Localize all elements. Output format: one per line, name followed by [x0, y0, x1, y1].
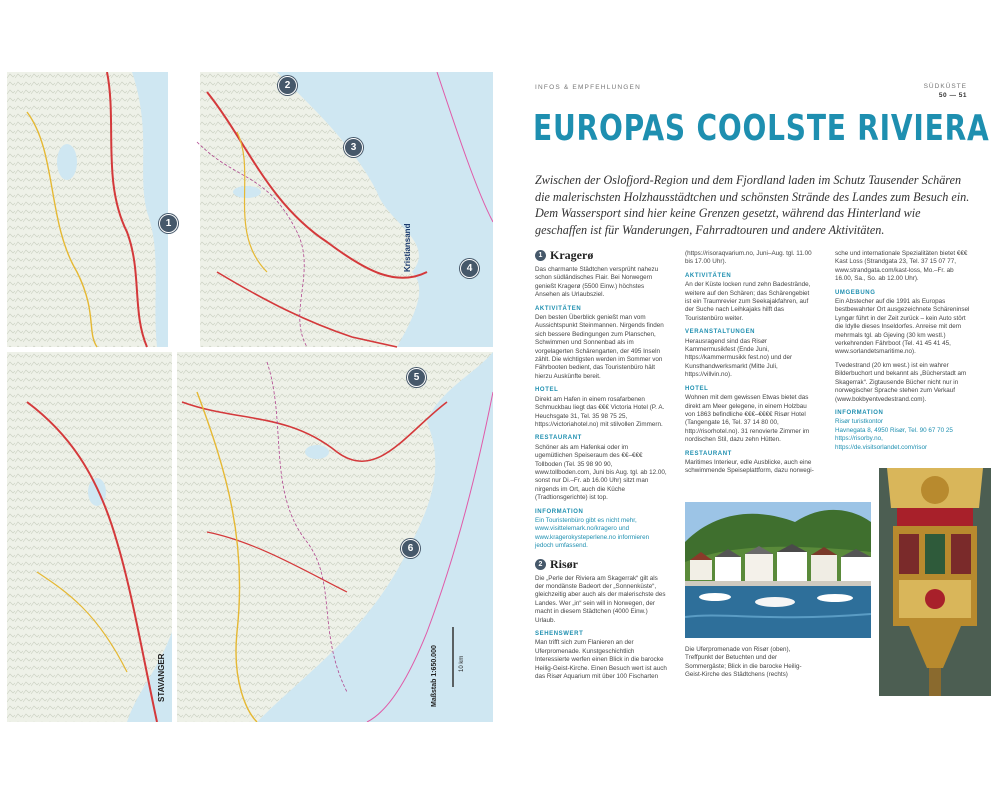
risor-umg-1: Ein Abstecher auf die 1991 als Europas bestbewahrter Ort ausgezeichnete Schäreninsel Lyngør führt in der Zeit zurück – kein Auto stört die Idylle dieses Inseldorfes. Anreise mit dem mehrmals tgl. ab Gjeving (30 km westl.) verkehrenden Fährboot (Tel. 41 45 41 45, www.sorlandetsmaritime.no).	[835, 298, 970, 356]
map-scale-label: Maßstab 1:650.000	[431, 645, 438, 707]
road-map	[7, 72, 493, 722]
risor-aktiv: An der Küste locken rund zehn Badestrände, weitere auf den Schären; das Schärengebiet ist ein Traumrevier zum Seekajakfahren, auf der Suche nach Leihkajaks hilft das Touristenbüro weiter.	[685, 281, 811, 322]
photo-heilig-geist-kirche	[879, 468, 991, 696]
risor-umg-2: Tvedestrand (20 km west.) ist ein wahrer Bilderbuchort und bekannt als „Bücherstadt am Skagerrak“. Zigtausende Bücher nicht nur in norwegischer Sprache stehen zum Verkauf (www.bokbyentvedestrand.com).	[835, 361, 967, 403]
risor-aktiv-heading: AKTIVITÄTEN	[685, 272, 732, 279]
number-badge: 1	[535, 250, 546, 261]
place-name: Kragerø	[550, 248, 594, 263]
kragero-info[interactable]: Ein Touristenbüro gibt es nicht mehr, www.visittelemark.no/kragero und www.kragerokysteperlene.no informieren jedoch umfassend.	[535, 516, 650, 550]
kragero-intro: Das charmante Städtchen versprüht nahezu schon südländisches Flair. Bei Norwegern genießt Kragerø (5500 Einw.) höchstes Ansehen als Urlaubsziel.	[535, 266, 659, 299]
risor-col2-cont: (https://risoraqvarium.no, Juni–Aug. tgl. 11.00 bis 17.00 Uhr).	[685, 250, 812, 266]
kragero-hotel: Direkt am Hafen in einem rosafarbenen Schmuckbau liegt das €€€ Victoria Hotel (P. A. Heuchsgate 31, Tel. 35 98 75 25, https://victoriahotel.no) mit stilvollen Zimmern.	[535, 395, 665, 428]
place-name: Risør	[550, 556, 578, 571]
map-scale-km: 10 km	[459, 655, 465, 672]
risor-info-heading: INFORMATION	[835, 409, 884, 416]
kragero-rest: Schöner als am Hafenkai oder im ugemütlichen Speiseraum des €€–€€€ Tollboden (Tel. 35 98 90 90, www.tollboden.com, Juni bis Aug. tgl. ab 12.00, sonst nur Di.–Fr. ab 16.00 Uhr) sitzt man nirgends im Ort, auch die Küche (Tradtionsgerichte) ist top.	[535, 443, 667, 502]
risor-sehens-heading: SEHENSWERT	[535, 631, 584, 638]
map-label-kristiansand: Kristiansand	[403, 223, 412, 272]
map-graphic	[7, 72, 493, 722]
page-title: EUROPAS COOLSTE RIVIERA	[533, 108, 990, 149]
pulpit-illustration	[879, 468, 991, 696]
risor-col3-cont: sche und internationale Spezialitäten bietet €€€ Kast Loss (Strandgata 23, Tel. 37 15 07 77, www.strandgata.com/kast-loss, Mo.–Fr. ab 16.00, Sa., So. ab 12.00 Uhr).	[835, 250, 968, 283]
map-label-stavanger: STAVANGER	[157, 653, 166, 702]
section-header: INFOS & EMPFEHLUNGEN	[535, 84, 641, 91]
kragero-hotel-heading: HOTEL	[535, 387, 559, 394]
kragero-aktiv: Den besten Überblick genießt man vom Aussichtspunkt Steinmannen. Nirgends finden sich bessere Bedingungen zum Planschen, Schwimmen und Sonnenbad als im vorgelagerten Schärengarten, der 495 Inseln zählt. Die wichtigsten werden im Sommer von Fährbooten bedient, das Touristenbüro hält hierzu Auskünfte bereit.	[535, 314, 664, 380]
risor-sehens: Man trifft sich zum Flanieren an der Uferpromenade. Kunstgeschichtlich Interessierte werfen einen Blick in die barocke Heilig-Geist-Kirche. Einen Besuch wert ist auch das Risør Aquarium mit über 100 Fischarten	[535, 639, 667, 681]
column-1	[535, 250, 667, 686]
risor-veran-heading: VERANSTALTUNGEN	[685, 329, 756, 336]
place-heading-risor	[535, 556, 667, 571]
map-marker-1[interactable]: 1	[159, 214, 178, 233]
map-marker-2[interactable]: 2	[278, 76, 297, 95]
risor-info-addr: Havnegata 8, 4950 Risør, Tel. 90 67 70 25	[835, 426, 953, 434]
number-badge: 2	[535, 559, 546, 570]
risor-hotel: Wohnen mit dem gewissen Etwas bietet das direkt am Meer gelegene, in einem Holzbau von 1863 befindliche €€€–€€€€ Risør Hotel (Tangengate 16, Tel. 37 14 80 00, http://risorhotel.no). 31 renovierte Zimmer im nordischen Stil, dazu zehn Hütten.	[685, 394, 810, 444]
map-marker-3[interactable]: 3	[344, 138, 363, 157]
map-marker-5[interactable]: 5	[407, 368, 426, 387]
harbour-illustration	[685, 502, 871, 638]
risor-rest: Maritimes Interieur, edle Ausblicke, auch eine schwimmende Speiseplattform, dazu norwegi-	[685, 458, 814, 475]
risor-umg-heading: UMGEBUNG	[835, 289, 876, 296]
photo-caption: Die Uferpromenade von Risør (oben), Treffpunkt der Betuchten und der Sommergäste; Blick in die barocke Heilig-Geist-Kirche des Städtchens (rechts)	[685, 646, 802, 679]
kragero-aktiv-heading: AKTIVITÄTEN	[535, 305, 582, 312]
intro-text: Zwischen der Oslofjord-Region und dem Fjordland laden im Schutz Tausender Schären die malerischsten Holzhausstädtchen und schönsten Strände des Landes zum Besuch ein. Dem Wassersport sind hier keine Grenzen gesetzt, während das Hinterland wie geschaffen ist für Wanderungen, Fahrradtouren und andere Aktivitäten.	[535, 173, 970, 237]
kragero-rest-heading: RESTAURANT	[535, 435, 582, 442]
risor-info-links[interactable]: https://risorby.no, https://de.visitsorlandet.com/risor	[835, 435, 928, 451]
risor-hotel-heading: HOTEL	[685, 385, 709, 392]
photo-risor-promenade	[685, 502, 871, 638]
risor-veran: Herausragend sind das Risør Kammermusikfest (Ende Juni, https://kammermusikk fest.no) und der Kunsthandwerksmarkt (Mitte Juli, https://villvin.no).	[685, 337, 793, 379]
kragero-info-heading: INFORMATION	[535, 508, 584, 515]
risor-info-name: Risør turistkontor	[835, 418, 883, 426]
page-numbers: 50 — 51	[938, 92, 967, 99]
region-label: SÜDKÜSTE	[923, 83, 967, 90]
risor-rest-heading: RESTAURANT	[685, 450, 732, 457]
risor-intro: Die „Perle der Riviera am Skagerrak“ gilt als der mondänste Badeort der „Sonnenküste“, gleichzeitig aber auch als der malerischste des Landes. Wer „in“ sein will in Norwegen, der macht in diesem Städtchen (4000 Einw.) Urlaub.	[535, 574, 666, 624]
place-heading-kragero	[535, 250, 667, 261]
column-3	[835, 250, 970, 452]
page-header	[924, 82, 967, 100]
column-2	[685, 250, 817, 481]
map-marker-6[interactable]: 6	[401, 539, 420, 558]
map-marker-4[interactable]: 4	[460, 259, 479, 278]
